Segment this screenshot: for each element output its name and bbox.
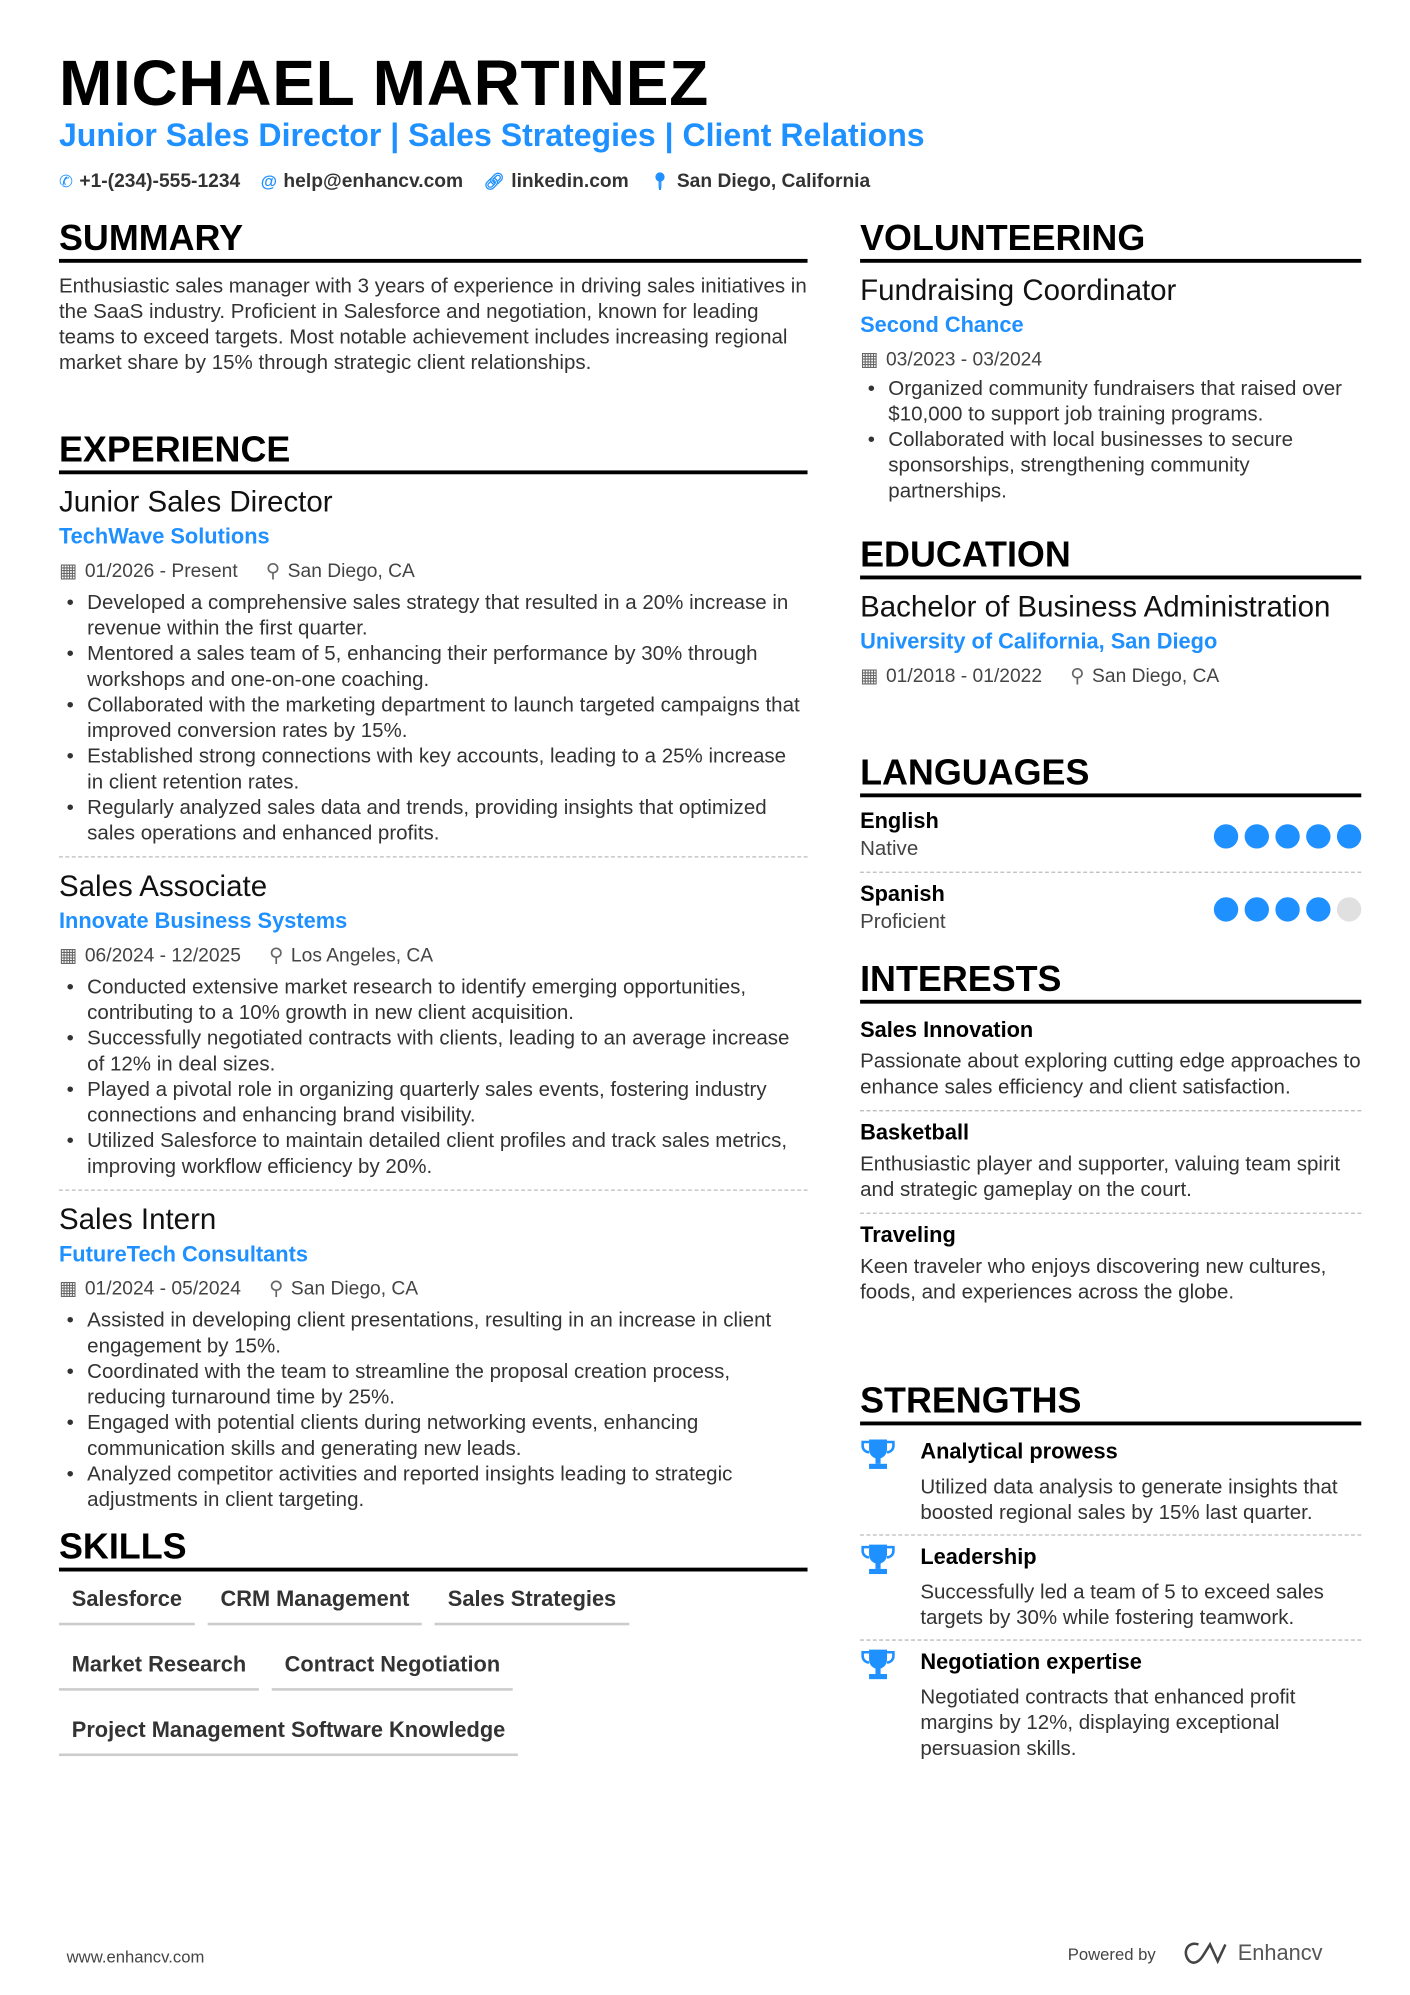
location-pin-icon: ⚲ — [265, 560, 280, 582]
proficiency-dot — [1214, 897, 1238, 921]
interest-text: Passionate about exploring cutting edge approaches to enhance sales efficiency and client satisfaction. — [860, 1051, 1361, 1099]
link-icon: 🔗︎ — [483, 171, 505, 191]
trophy-icon — [860, 1543, 902, 1631]
skill-tag: CRM Management — [208, 1577, 423, 1626]
powered-by-text: Powered by — [1067, 1943, 1156, 1964]
phone-text: +1-(234)-555-1234 — [79, 170, 241, 193]
section-heading: SUMMARY — [59, 219, 808, 263]
volunteer-org: Second Chance — [860, 312, 1024, 338]
proficiency-dot — [1275, 824, 1299, 848]
bullet-item: • Collaborated with the marketing department to launch targeted campaigns that improved conversion rates by 15%. — [59, 693, 808, 744]
company-name[interactable]: TechWave Solutions — [58, 524, 270, 549]
language-text — [860, 808, 939, 864]
strength-body — [920, 1543, 1361, 1631]
language-name: English — [860, 808, 939, 834]
section-heading: SKILLS — [59, 1528, 808, 1572]
section-heading: VOLUNTEERING — [860, 219, 1361, 263]
bullet-item: • Played a pivotal role in organizing quarterly sales events, fostering industry connections and enhancing brand visibility. — [59, 1078, 808, 1129]
skill-tag: Salesforce — [59, 1577, 195, 1626]
bullet-item: • Conducted extensive market research to identify emerging opportunities, contributing to a 10% growth in new client acquisition. — [59, 975, 808, 1026]
location-pin-icon: ⚲ — [269, 1277, 284, 1300]
language-item — [860, 872, 1361, 945]
job-title: Sales Associate — [58, 869, 268, 903]
interest-item — [860, 1213, 1361, 1316]
proficiency-dot — [1245, 824, 1269, 848]
interest-text: Keen traveler who enjoys discovering new cultures, foods, and experiences across the globe. — [860, 1256, 1327, 1304]
strength-title: Leadership — [920, 1544, 1037, 1569]
bullet-item: • Analyzed competitor activities and reported insights leading to strategic adjustments in client targeting. — [59, 1463, 808, 1514]
school: University of California, San Diego — [860, 629, 1218, 654]
interest-title: Basketball — [860, 1120, 970, 1145]
skills-section — [59, 1528, 808, 1773]
job-entry — [59, 856, 808, 1180]
proficiency-dots — [1214, 824, 1361, 848]
dates: 03/2023 - 03/2024 — [885, 348, 1043, 371]
languages-section — [860, 754, 1361, 945]
bullet-item: • Utilized Salesforce to maintain detailed client profiles and track sales metrics, improving workflow efficiency by 20%. — [59, 1129, 808, 1180]
company-name[interactable]: Innovate Business Systems — [58, 908, 348, 934]
job-location-wrap — [269, 1273, 418, 1306]
contact-phone[interactable] — [59, 170, 240, 192]
contact-email[interactable] — [261, 170, 463, 192]
proficiency-dot — [1337, 897, 1361, 921]
job-meta — [59, 1273, 808, 1306]
bullet-item: • Coordinated with the team to streamline the proposal creation process, reducing turnaround time by 25%. — [59, 1360, 808, 1411]
proficiency-dot — [1306, 824, 1330, 848]
strength-text: Negotiated contracts that enhanced profit margins by 12%, displaying exceptional persuasion skills. — [920, 1686, 1296, 1760]
strength-text: Utilized data analysis to generate insights that boosted regional sales by 15% last quarter. — [920, 1476, 1338, 1525]
skill-tag: Project Management Software Knowledge — [59, 1707, 518, 1756]
skill-tag: Market Research — [59, 1642, 259, 1691]
volunteering-section — [860, 219, 1361, 505]
proficiency-dot — [1214, 824, 1238, 848]
language-name: Spanish — [860, 881, 945, 907]
job-location-wrap — [266, 555, 415, 588]
contact-location — [649, 170, 870, 192]
skill-tag: Sales Strategies — [435, 1577, 629, 1626]
section-heading: EXPERIENCE — [59, 431, 808, 475]
job-meta — [59, 555, 808, 588]
strength-body — [920, 1438, 1361, 1526]
contact-bar — [59, 170, 870, 192]
job-bullets — [59, 1309, 808, 1514]
job-dates-wrap — [59, 940, 241, 973]
bullet-item: • Established strong connections with key accounts, leading to a 25% increase in client retention rates. — [59, 745, 808, 796]
calendar-icon: ▦ — [860, 348, 879, 371]
language-text — [860, 881, 946, 937]
volunteer-meta — [860, 344, 1361, 377]
link-text: linkedin.com — [511, 170, 629, 193]
job-bullets — [59, 591, 808, 847]
skill-tag: Contract Negotiation — [272, 1642, 513, 1691]
interest-text: Enthusiastic player and supporter, valuing team spirit and strategic gameplay on the court. — [860, 1153, 1341, 1202]
job-dates: 06/2024 - 12/2025 — [84, 944, 241, 967]
location: San Diego, CA — [1092, 665, 1220, 688]
strength-title: Analytical prowess — [920, 1439, 1118, 1464]
job-title: Junior Sales Director — [58, 484, 333, 518]
interest-item — [860, 1110, 1361, 1213]
location-pin-icon: ⚲ — [1070, 665, 1085, 688]
degree: Bachelor of Business Administration — [860, 589, 1331, 623]
calendar-icon: ▦ — [58, 560, 78, 582]
bullet-item: • Mentored a sales team of 5, enhancing their performance by 30% through workshops and one-on-one coaching. — [59, 642, 808, 693]
strength-item — [860, 1430, 1361, 1534]
interests-section — [860, 960, 1361, 1315]
proficiency-dot — [1337, 824, 1361, 848]
job-location: San Diego, CA — [290, 1277, 419, 1300]
candidate-name: MICHAEL MARTINEZ — [58, 47, 709, 120]
strength-title: Negotiation expertise — [920, 1649, 1142, 1675]
interest-title: Sales Innovation — [860, 1017, 1034, 1043]
location-pin-icon: ⚲ — [269, 944, 284, 967]
brand-name: Enhancv — [1237, 1940, 1323, 1965]
strengths-section — [860, 1382, 1361, 1770]
proficiency-dot — [1306, 897, 1330, 921]
strength-item — [860, 1639, 1361, 1770]
trophy-icon — [860, 1438, 902, 1526]
job-dates-wrap — [59, 1273, 241, 1306]
language-level: Native — [860, 838, 919, 861]
bullet-item: • Developed a comprehensive sales strategy that resulted in a 20% increase in revenue within the first quarter. — [59, 591, 808, 642]
trophy-icon — [860, 1648, 902, 1762]
bullet-item: • Regularly analyzed sales data and trends, providing insights that optimized sales operations and enhanced profits. — [59, 796, 808, 847]
proficiency-dot — [1245, 897, 1269, 921]
proficiency-dot — [1275, 897, 1299, 921]
job-location-wrap — [269, 940, 433, 973]
experience-section — [59, 431, 808, 1514]
company-name[interactable]: FutureTech Consultants — [58, 1242, 308, 1267]
bullet-item: • Organized community fundraisers that raised over $10,000 to support job training programs. — [860, 377, 1361, 428]
bullet-item: • Successfully negotiated contracts with clients, leading to an average increase of 12% in deal sizes. — [59, 1027, 808, 1078]
job-meta — [59, 940, 808, 973]
section-heading: STRENGTHS — [860, 1382, 1361, 1426]
calendar-icon: ▦ — [860, 665, 879, 688]
interest-title: Traveling — [860, 1222, 956, 1248]
education-meta — [860, 660, 1361, 693]
strength-body — [920, 1648, 1361, 1762]
language-level: Proficient — [860, 911, 946, 934]
job-bullets — [59, 975, 808, 1180]
volunteer-role: Fundraising Coordinator — [860, 273, 1177, 307]
job-entry — [59, 1190, 808, 1514]
location-text: San Diego, California — [676, 170, 871, 193]
proficiency-dots — [1214, 897, 1361, 921]
email-text: help@enhancv.com — [283, 170, 464, 193]
contact-link[interactable] — [484, 170, 629, 192]
dates: 01/2018 - 01/2022 — [885, 665, 1043, 688]
interest-item — [860, 1009, 1361, 1110]
job-entry — [59, 483, 808, 847]
calendar-icon: ▦ — [58, 944, 78, 967]
strength-text: Successfully led a team of 5 to exceed sales targets by 30% while fostering teamwork. — [920, 1581, 1324, 1630]
strength-item — [860, 1534, 1361, 1639]
language-item — [860, 800, 1361, 872]
job-dates: 01/2026 - Present — [84, 560, 238, 582]
headline: Junior Sales Director | Sales Strategies | Client Relations — [58, 117, 925, 154]
section-heading: INTERESTS — [860, 960, 1361, 1004]
job-dates: 01/2024 - 05/2024 — [84, 1277, 241, 1300]
bullet-item: • Assisted in developing client presentations, resulting in an increase in client engagement by 15%. — [59, 1309, 808, 1360]
at-icon: @ — [260, 171, 278, 191]
job-location: San Diego, CA — [287, 560, 415, 582]
enhancv-logo-icon — [1181, 1941, 1227, 1967]
job-dates-wrap — [59, 555, 238, 588]
location-pin-icon: 📍︎ — [649, 171, 671, 191]
job-location: Los Angeles, CA — [290, 944, 434, 967]
education-section — [860, 536, 1361, 694]
summary-section — [59, 219, 808, 377]
phone-icon: ✆ — [58, 171, 73, 191]
job-title: Sales Intern — [58, 1202, 217, 1236]
summary-text: Enthusiastic sales manager with 3 years of experience in driving sales initiatives in the SaaS industry. Proficient in Salesforce and negotiation, known for leading teams to exceed targets. Most notable achievement includes increasing regional market share by 15% through strategic client relationships. — [58, 275, 807, 375]
section-heading: EDUCATION — [860, 536, 1361, 580]
bullet-item: • Engaged with potential clients during networking events, enhancing communication skills and generating new leads. — [59, 1411, 808, 1462]
section-heading: LANGUAGES — [860, 754, 1361, 798]
footer-powered — [1068, 1941, 1323, 1967]
calendar-icon: ▦ — [58, 1277, 78, 1300]
bullet-item: • Collaborated with local businesses to secure sponsorships, strengthening community partnerships. — [860, 428, 1361, 505]
footer-website[interactable]: www.enhancv.com — [66, 1947, 205, 1967]
